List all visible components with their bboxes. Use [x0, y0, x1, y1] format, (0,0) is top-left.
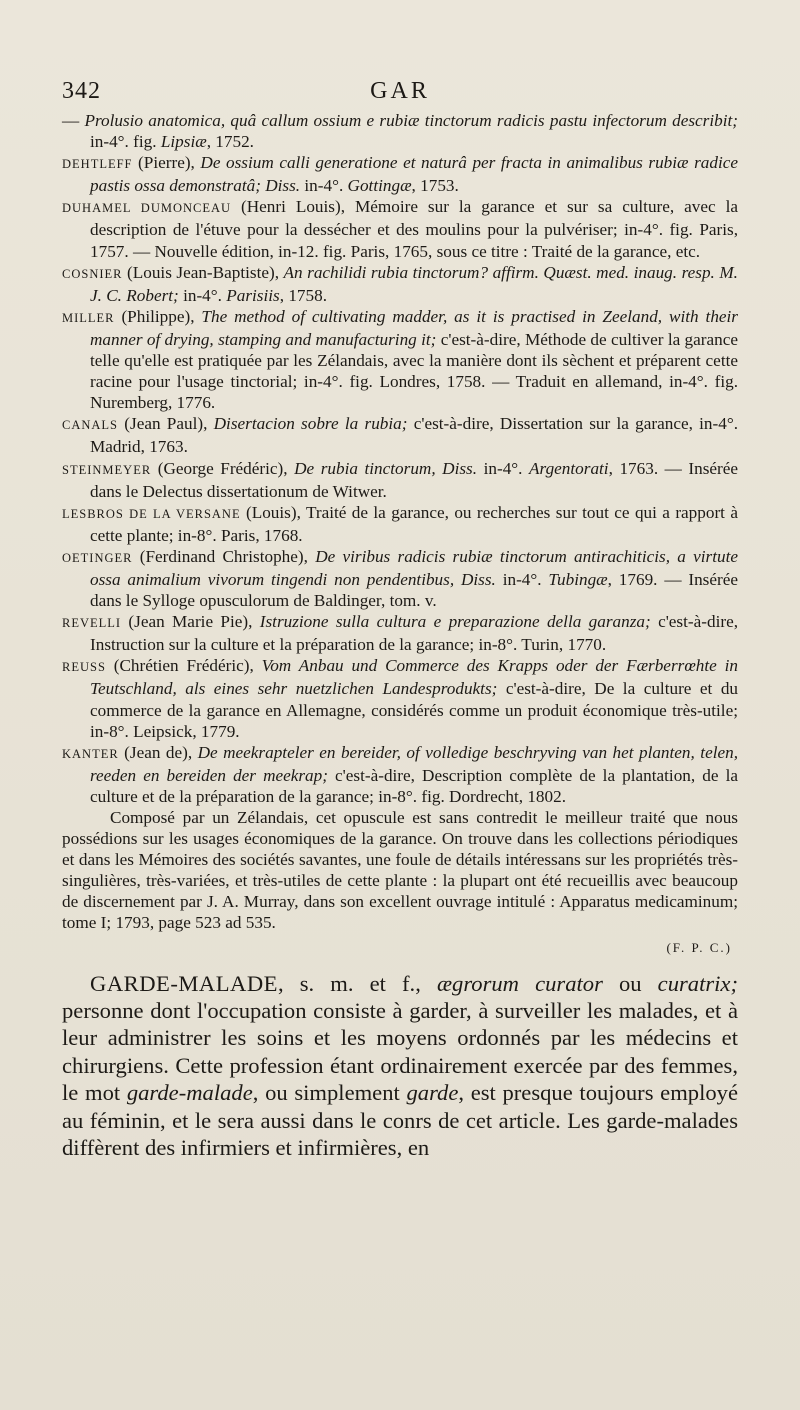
author-name: LESBROS DE LA VERSANE [62, 506, 241, 521]
bibliography-entry: DEHTLEFF (Pierre), De ossium calli generatione et naturâ per fracta in animalibus rubiæ radice pastis ossa demonstratâ; Diss. in-4°. Gottingæ, 1753. [62, 153, 738, 196]
work-title: De meekrapteler en bereider, of volledige beschryving van het planten, telen, reeden en bereiden der meekrap; [90, 742, 738, 785]
running-head [62, 72, 738, 110]
bibliography-entry: LESBROS DE LA VERSANE (Louis), Traité de la garance, ou recherches sur tout ce qui a rapport à cette plante; in-8°. Paris, 1768. [62, 502, 738, 545]
work-place: Tubingæ [548, 569, 608, 589]
work-place: Argentorati [529, 458, 609, 478]
bibliography-entry: — Prolusio anatomica, quâ callum ossium e rubiæ tinctorum radicis pastu infectorum describit; in-4°. fig. Lipsiæ, 1752. [62, 111, 738, 152]
work-title: Prolusio anatomica, quâ callum ossium e rubiæ tinctorum radicis pastu infectorum describit; [84, 111, 738, 130]
bibliography-entry: OETINGER (Ferdinand Christophe), De viribus radicis rubiæ tinctorum antirachiticis, a virtute ossa animalium vivorum tingendi non pendentibus, Diss. in-4°. Tubingæ, 1769. — Insérée dans le Sylloge opusculorum de Baldinger, tom. v. [62, 546, 738, 611]
author-name: COSNIER [62, 266, 123, 281]
latin-term: ægrorum curator [436, 970, 603, 996]
work-title: De rubia tinctorum, Diss. [294, 458, 478, 478]
work-title: De viribus radicis rubiæ tinctorum antirachiticis, a virtute ossa animalium vivorum tingendi non pendentibus, Diss. [90, 546, 738, 589]
editorial-note: Composé par un Zélandais, cet opuscule est sans contredit le meilleur traité que nous possédions sur les usages économiques de la garance. On trouve dans les collections périodiques et dans les Mémoires des sociétés savantes, une foule de détails intéressans sur les propriétés très-singulières, très-variées, et très-utiles de cette plante : la plupart ont été recueillis avec beaucoup de discernement par J. A. Murray, dans son excellent ouvrage intitulé : Apparatus medicaminum; tome I; 1793, page 523 ad 535. [62, 808, 738, 933]
work-title: An rachilidi rubia tinctorum? affirm. Quæst. med. inaug. resp. M. J. C. Robert; [90, 262, 738, 305]
bibliography-entry: CANALS (Jean Paul), Disertacion sobre la rubia; c'est-à-dire, Dissertation sur la garance, in-4°. Madrid, 1763. [62, 414, 738, 457]
author-name: DUHAMEL DUMONCEAU [62, 201, 232, 216]
bibliography-list [62, 110, 738, 807]
work-place: Lipsiæ [160, 132, 207, 152]
bibliography-entry: MILLER (Philippe), The method of cultivating madder, as it is practised in Zeeland, with their manner of drying, stamping and manufacturing it; c'est-à-dire, Méthode de cultiver la garance telle qu'elle est pratiquée par les Zélandais, avec la manière dont ils sèchent et préparent cette racine pour l'usage tinctorial; in-4°. fig. Londres, 1758. — Traduit en allemand, in-4°. fig. Nuremberg, 1776. [62, 306, 738, 413]
author-name: STEINMEYER [62, 462, 152, 477]
term: garde [406, 1080, 459, 1106]
dictionary-article: GARDE-MALADE, s. m. et f., ægrorum curator ou curatrix; personne dont l'occupation consiste à garder, à surveiller les malades, et à leur administrer les soins et les moyens ordonnés par les médecins et chirurgiens. Cette profession étant ordinairement exercée par des femmes, le mot garde-malade, ou simplement garde, est presque toujours employé au féminin, et le sera aussi dans le conrs de cet article. Les garde-malades diffèrent des infirmiers et infirmières, en [62, 970, 738, 1160]
work-title: The method of cultivating madder, as it is practised in Zeeland, with their manner of drying, stamping and manufacturing it; [90, 306, 738, 349]
work-place: Gottingæ [347, 176, 412, 196]
bibliography-entry: REUSS (Chrétien Frédéric), Vom Anbau und Commerce des Krapps oder der Færberrœhte in Teutschland, als eines sehr nuetzlichen Landesprodukts; c'est-à-dire, De la culture et du commerce de la garance en Allemagne, considérés comme un produit économique très-utile; in-8°. Leipsick, 1779. [62, 656, 739, 741]
section-heading: GAR [370, 78, 430, 104]
author-name: OETINGER [62, 550, 133, 565]
bibliography-entry: STEINMEYER (George Frédéric), De rubia tinctorum, Diss. in-4°. Argentorati, 1763. — Insérée dans le Delectus dissertationum de Witwer. [62, 458, 739, 501]
article-headword: GARDE-MALADE [90, 970, 278, 996]
work-place: Parisiis [226, 285, 280, 305]
term: garde-malade [126, 1080, 253, 1106]
author-name: REVELLI [62, 616, 122, 631]
author-name: KANTER [62, 746, 119, 761]
latin-term: curatrix; [657, 970, 738, 996]
work-title: Istruzione sulla cultura e preparazione della garanza; [259, 612, 651, 632]
bibliography-entry: REVELLI (Jean Marie Pie), Istruzione sulla cultura e preparazione della garanza; c'est-à-dire, Instruction sur la culture et la préparation de la garance; in-8°. Turin, 1770. [62, 612, 738, 655]
author-name: DEHTLEFF [62, 157, 133, 172]
author-name: CANALS [62, 418, 119, 433]
author-name: REUSS [62, 660, 106, 675]
bibliography-entry: KANTER (Jean de), De meekrapteler en bereider, of volledige beschryving van het planten, telen, reeden en bereiden der meekrap; c'est-à-dire, Description complète de la plantation, de la culture et de la préparation de la garance; in-8°. fig. Dordrecht, 1802. [62, 742, 738, 806]
bibliography-entry: DUHAMEL DUMONCEAU (Henri Louis), Mémoire sur la garance et sur sa culture, avec la description de l'étuve pour la dessécher et des moulins pour la pulvériser; in-4°. fig. Paris, 1757. — Nouvelle édition, in-12. fig. Paris, 1765, sous ce titre : Traité de la garance, etc. [62, 197, 738, 261]
work-title: Disertacion sobre la rubia; [213, 414, 408, 434]
work-title: Vom Anbau und Commerce des Krapps oder der Færberrœhte in Teutschland, als eines sehr nuetzlichen Landesprodukts; [90, 656, 738, 699]
work-title: De ossium calli generatione et naturâ per fracta in animalibus rubiæ radice pastis ossa demonstratâ; Diss. [90, 153, 738, 196]
author-name: MILLER [62, 310, 115, 325]
bibliography-entry: COSNIER (Louis Jean-Baptiste), An rachilidi rubia tinctorum? affirm. Quæst. med. inaug. resp. M. J. C. Robert; in-4°. Parisiis, 1758. [62, 262, 738, 305]
page-number: 342 [62, 78, 101, 104]
author-signature: (F. P. C.) [666, 939, 732, 955]
